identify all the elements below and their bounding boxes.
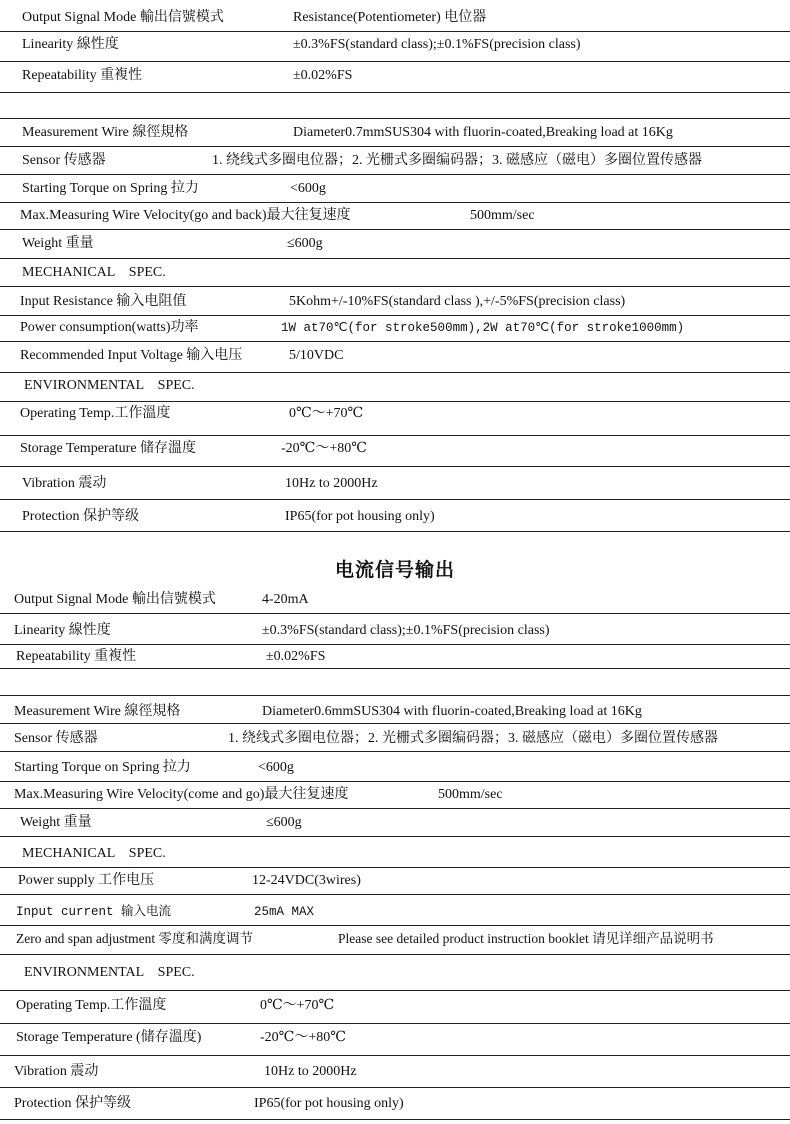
spec-value: 1W at70℃(for stroke500mm),2W at70℃(for stroke1000mm): [281, 321, 685, 335]
spec-label: Repeatability 重複性: [16, 649, 137, 664]
spec-label: Starting Torque on Spring 拉力: [22, 181, 199, 196]
s2-row-max-velocity: [0, 786, 790, 809]
spec-value: ≤600g: [266, 815, 302, 830]
s2-row-power-supply: [0, 872, 790, 895]
spec-label: Starting Torque on Spring 拉力: [14, 760, 191, 775]
spec-label: Sensor 传感器: [22, 153, 106, 168]
spec-value: ±0.02%FS: [293, 68, 353, 83]
spec-label: Input Resistance 输入电阻值: [20, 294, 187, 309]
spec-value: <600g: [258, 760, 294, 775]
s1-row-operating-temp: [0, 405, 790, 436]
spec-label: Storage Temperature 储存溫度: [20, 441, 197, 456]
s2-spacer: [0, 669, 790, 696]
spec-label: Linearity 線性度: [14, 623, 111, 638]
s1-row-weight: [0, 235, 790, 259]
spec-label: Weight 重量: [20, 815, 92, 830]
s2-row-vibration: [0, 1063, 790, 1088]
s1-row-storage-temp: [0, 440, 790, 467]
spec-value: 0℃～+70℃: [260, 998, 335, 1013]
section-title-current-output: 电流信号输出: [334, 559, 455, 581]
spec-value: Diameter0.6mmSUS304 with fluorin-coated,Breaking load at 16Kg: [262, 704, 642, 719]
s2-row-starting-torque: [0, 759, 790, 782]
s1-row-starting-torque: [0, 180, 790, 203]
spec-label: Power consumption(watts)功率: [20, 320, 199, 335]
s1-row-max-velocity: [0, 207, 790, 230]
s2-row-zero-span: [0, 930, 790, 955]
spec-label: Protection 保护等级: [14, 1096, 132, 1111]
spec-value: -20℃～+80℃: [260, 1030, 346, 1045]
spec-value: 1. 绕线式多圈电位器；2. 光栅式多圈编码器；3. 磁感应（磁电）多圈位置传感器: [228, 731, 718, 746]
spec-value: ≤600g: [287, 236, 323, 251]
spec-value: Resistance(Potentiometer) 电位器: [293, 10, 487, 25]
s2-row-operating-temp: [0, 997, 790, 1024]
s1-row-vibration: [0, 475, 790, 500]
s1-row-sensor: [0, 152, 790, 175]
section-heading: ENVIRONMENTAL SPEC.: [24, 965, 195, 980]
spec-value: -20℃～+80℃: [281, 441, 367, 456]
spec-value: <600g: [290, 181, 326, 196]
s2-row-repeatability: [0, 648, 790, 669]
s2-row-linearity: [0, 622, 790, 645]
s1-mechanical-heading: [0, 264, 790, 287]
spec-value: 12-24VDC(3wires): [252, 873, 361, 888]
s1-environmental-heading: [0, 377, 790, 402]
s1-row-protection: [0, 508, 790, 532]
spec-label: Measurement Wire 線徑規格: [14, 704, 181, 719]
spec-label: Output Signal Mode 輸出信號模式: [22, 10, 224, 25]
spec-label: Vibration 震动: [14, 1064, 99, 1079]
spec-value: 5/10VDC: [289, 348, 344, 363]
spec-label: Sensor 传感器: [14, 731, 98, 746]
s2-row-input-current: [0, 903, 790, 926]
spec-value: IP65(for pot housing only): [254, 1096, 404, 1111]
spec-label: Storage Temperature (储存溫度): [16, 1030, 202, 1045]
s2-row-weight: [0, 814, 790, 837]
spec-value: 25mA MAX: [254, 905, 315, 919]
s1-row-repeatability: [0, 67, 790, 93]
s2-mechanical-heading: [0, 845, 790, 868]
spec-label: Measurement Wire 線徑規格: [22, 125, 189, 140]
s1-row-linearity: [0, 36, 790, 62]
spec-value: 10Hz to 2000Hz: [264, 1064, 357, 1079]
spec-value: Diameter0.7mmSUS304 with fluorin-coated,Breaking load at 16Kg: [293, 125, 673, 140]
spec-label: Operating Temp.工作溫度: [20, 406, 171, 421]
spec-label: Power supply 工作电压: [18, 873, 155, 888]
spec-value: 500mm/sec: [438, 787, 503, 802]
spec-label: Weight 重量: [22, 236, 94, 251]
spec-label: Max.Measuring Wire Velocity(come and go)最大往复速度: [14, 787, 349, 802]
s1-row-input-resistance: [0, 293, 790, 316]
s1-row-output-signal-mode: [0, 9, 790, 32]
section-heading: MECHANICAL SPEC.: [22, 265, 166, 280]
spec-label: Operating Temp.工作溫度: [16, 998, 167, 1013]
spec-value: IP65(for pot housing only): [285, 509, 435, 524]
s1-spacer: [0, 93, 790, 119]
section-heading: MECHANICAL SPEC.: [22, 846, 166, 861]
s2-environmental-heading: [0, 964, 790, 991]
spec-label: Linearity 線性度: [22, 37, 119, 52]
spec-value: ±0.3%FS(standard class);±0.1%FS(precision class): [262, 623, 550, 638]
s2-row-protection: [0, 1095, 790, 1120]
s1-row-power-consumption: [0, 319, 790, 342]
s1-row-measurement-wire: [0, 124, 790, 147]
spec-label: Zero and span adjustment 零度和满度调节: [16, 931, 253, 946]
s1-row-recommended-voltage: [0, 347, 790, 373]
section-heading: ENVIRONMENTAL SPEC.: [24, 378, 195, 393]
s2-row-sensor: [0, 730, 790, 752]
spec-value: ±0.3%FS(standard class);±0.1%FS(precision class): [293, 37, 581, 52]
spec-label: Input current 输入电流: [16, 905, 172, 919]
s2-row-measurement-wire: [0, 703, 790, 724]
spec-label: Vibration 震动: [22, 476, 107, 491]
spec-value: 10Hz to 2000Hz: [285, 476, 378, 491]
s2-row-output-signal-mode: [0, 591, 790, 614]
spec-value: ±0.02%FS: [266, 649, 326, 664]
spec-label: Protection 保护等级: [22, 509, 140, 524]
spec-value: 0℃～+70℃: [289, 406, 364, 421]
spec-value: Please see detailed product instruction booklet 请见详细产品说明书: [338, 931, 714, 946]
spec-label: Max.Measuring Wire Velocity(go and back)最大往复速度: [20, 208, 351, 223]
spec-value: 500mm/sec: [470, 208, 535, 223]
spec-label: Output Signal Mode 輸出信號模式: [14, 592, 216, 607]
spec-value: 5Kohm+/-10%FS(standard class ),+/-5%FS(precision class): [289, 294, 626, 309]
spec-label: Recommended Input Voltage 输入电压: [20, 348, 243, 363]
spec-value: 1. 绕线式多圈电位器；2. 光栅式多圈编码器；3. 磁感应（磁电）多圈位置传感器: [212, 153, 702, 168]
spec-value: 4-20mA: [262, 592, 309, 607]
s2-row-storage-temp: [0, 1029, 790, 1056]
spec-label: Repeatability 重複性: [22, 68, 143, 83]
